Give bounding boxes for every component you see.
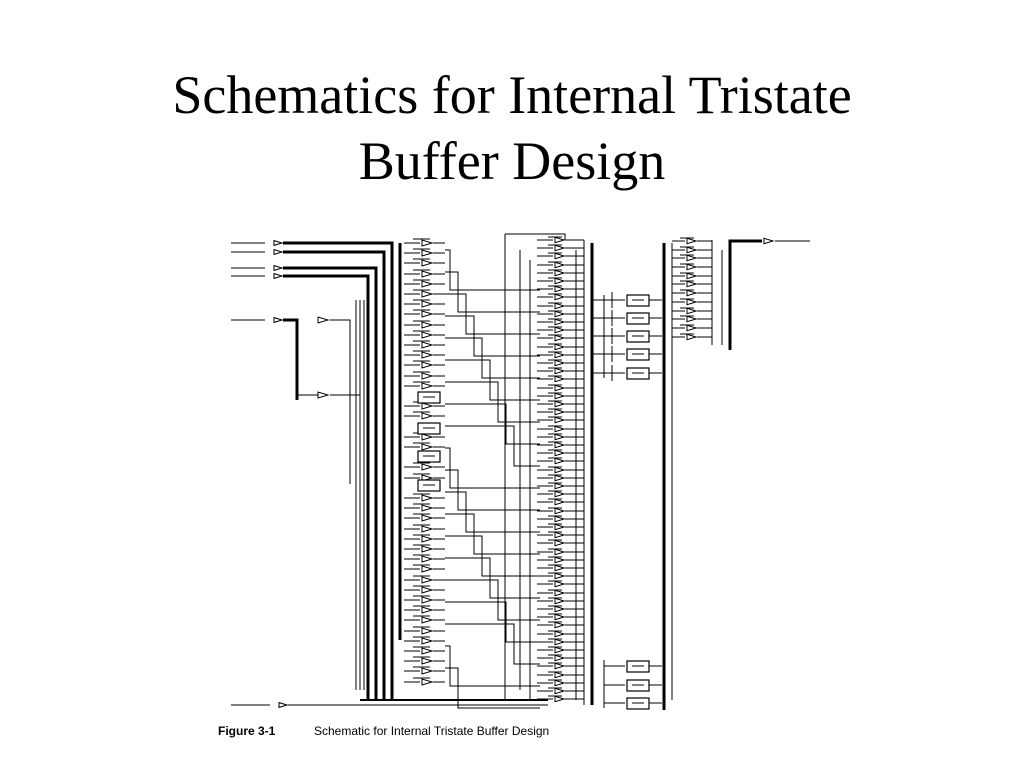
input-pad-buffer <box>274 318 282 323</box>
tristate-buffer-symbol <box>687 255 696 260</box>
tristate-buffer-symbol <box>555 680 564 685</box>
tristate-buffer-symbol <box>555 581 564 586</box>
figure-number: Figure 3-1 <box>218 724 276 738</box>
tristate-buffer-symbol <box>555 401 564 406</box>
routing-wire <box>445 624 540 664</box>
tristate-buffer-symbol <box>687 264 696 269</box>
tristate-buffer-symbol <box>555 360 564 365</box>
tristate-buffer-symbol <box>555 319 564 324</box>
tristate-buffer-symbol <box>555 540 564 545</box>
tristate-buffer-symbol <box>555 270 564 275</box>
tristate-buffer-symbol <box>555 278 564 283</box>
tristate-buffer-symbol <box>422 342 432 348</box>
tristate-buffer-symbol <box>422 587 432 593</box>
tristate-buffer-symbol <box>422 444 432 450</box>
tristate-buffer-symbol <box>555 549 564 554</box>
tristate-buffer-symbol <box>555 335 564 340</box>
tristate-buffer-symbol <box>422 638 432 644</box>
routing-wire <box>445 360 540 400</box>
routing-wire <box>445 448 540 488</box>
tristate-buffer-symbol <box>555 417 564 422</box>
tristate-buffer-symbol <box>555 385 564 390</box>
figure-caption-text: Schematic for Internal Tristate Buffer Design <box>314 724 550 738</box>
tristate-buffer-symbol <box>555 467 564 472</box>
tristate-buffer-symbol <box>422 271 432 277</box>
routing-wire <box>445 316 540 356</box>
tristate-buffer-symbol <box>422 617 432 623</box>
tristate-buffer-symbol <box>555 475 564 480</box>
tristate-buffer-symbol <box>555 352 564 357</box>
routing-wire <box>445 470 540 510</box>
tristate-buffer-symbol <box>422 546 432 552</box>
tristate-buffer-symbol <box>422 413 432 419</box>
tristate-buffer-symbol <box>555 458 564 463</box>
tristate-buffer-symbol <box>422 373 432 379</box>
routing-wire <box>445 338 540 378</box>
tristate-buffer-symbol <box>555 303 564 308</box>
output-buffer <box>764 238 773 243</box>
routing-wire <box>445 602 540 642</box>
routing-wire <box>445 514 540 554</box>
tristate-buffer-symbol <box>422 352 432 358</box>
tristate-buffer-symbol <box>555 491 564 496</box>
tristate-buffer-symbol <box>555 516 564 521</box>
tristate-buffer-symbol <box>422 362 432 368</box>
tristate-buffer-symbol <box>422 536 432 542</box>
tristate-buffer-symbol <box>555 499 564 504</box>
routing-wire <box>445 492 540 532</box>
tristate-buffer-symbol <box>687 290 696 295</box>
tristate-buffer-symbol <box>555 327 564 332</box>
tristate-buffer-symbol <box>555 262 564 267</box>
tristate-buffer-symbol <box>422 556 432 562</box>
tristate-buffer-symbol <box>555 696 564 701</box>
tristate-buffer-symbol <box>422 668 432 674</box>
tristate-buffer-symbol <box>555 647 564 652</box>
routing-wire <box>445 646 540 686</box>
control-buffer <box>318 392 328 398</box>
tristate-buffer-symbol <box>422 648 432 654</box>
slide-title-line-1: Schematics for Internal Tristate <box>172 65 852 125</box>
tristate-buffer-symbol <box>555 237 564 242</box>
slide-title-line-2: Buffer Design <box>358 131 666 191</box>
tristate-buffer-symbol <box>555 631 564 636</box>
tristate-buffer-symbol <box>422 434 432 440</box>
figure-caption <box>218 722 549 740</box>
tristate-buffer-symbol <box>422 607 432 613</box>
tristate-buffer-symbol <box>687 281 696 286</box>
tristate-buffer-symbol <box>422 260 432 266</box>
tristate-buffer-symbol <box>422 597 432 603</box>
tristate-buffer-symbol <box>422 577 432 583</box>
tristate-buffer-symbol <box>687 273 696 278</box>
tristate-buffer-symbol <box>687 238 696 243</box>
tristate-buffer-symbol <box>422 464 432 470</box>
input-pad-buffer <box>274 266 282 271</box>
routing-wire <box>445 382 540 422</box>
tristate-buffer-symbol <box>422 628 432 634</box>
control-buffer <box>318 317 328 323</box>
tristate-buffer-symbol <box>422 505 432 511</box>
tristate-buffer-symbol <box>422 679 432 685</box>
tristate-buffer-symbol <box>555 565 564 570</box>
routing-wire <box>445 250 540 290</box>
routing-wire <box>445 580 540 620</box>
tristate-buffer-symbol <box>422 301 432 307</box>
tristate-buffer-symbol <box>555 426 564 431</box>
tristate-buffer-symbol <box>422 383 432 389</box>
tristate-buffer-symbol <box>555 557 564 562</box>
tristate-buffer-symbol <box>555 483 564 488</box>
tristate-buffer-symbol <box>555 450 564 455</box>
heavy-bus <box>730 241 762 350</box>
input-pad-buffer <box>274 274 282 279</box>
routing-wire <box>445 536 540 576</box>
tristate-buffer-symbol <box>555 524 564 529</box>
input-pad-buffer <box>274 241 282 246</box>
tristate-buffer-symbol <box>555 368 564 373</box>
tristate-buffer-symbol <box>555 442 564 447</box>
tristate-buffer-symbol <box>555 655 564 660</box>
tristate-buffer-symbol <box>422 566 432 572</box>
routing-wire <box>445 272 540 312</box>
tristate-buffer-symbol <box>687 334 696 339</box>
tristate-buffer-symbol <box>555 672 564 677</box>
tristate-buffer-symbol <box>687 299 696 304</box>
tristate-buffer-symbol <box>422 311 432 317</box>
input-pad-buffer <box>279 703 287 708</box>
tristate-buffer-symbol <box>422 291 432 297</box>
tristate-buffer-symbol <box>422 322 432 328</box>
tristate-buffer-symbol <box>422 250 432 256</box>
tristate-buffer-symbol <box>422 658 432 664</box>
tristate-buffer-symbol <box>687 247 696 252</box>
tristate-buffer-symbol <box>555 253 564 258</box>
tristate-buffer-symbol <box>422 403 432 409</box>
tristate-buffer-symbol <box>555 639 564 644</box>
tristate-buffer-symbol <box>555 245 564 250</box>
tristate-buffer-symbol <box>555 573 564 578</box>
tristate-buffer-symbol <box>555 663 564 668</box>
tristate-buffer-symbol <box>687 316 696 321</box>
tristate-buffer-symbol <box>422 526 432 532</box>
tristate-buffer-symbol <box>422 281 432 287</box>
routing-wire <box>445 426 540 466</box>
tristate-buffer-symbol <box>422 495 432 501</box>
tristate-buffer-symbol <box>555 376 564 381</box>
tristate-buffer-symbol <box>422 332 432 338</box>
tristate-buffer-symbol <box>555 409 564 414</box>
tristate-buffer-symbol <box>555 294 564 299</box>
tristate-buffer-symbol <box>555 508 564 513</box>
tristate-buffer-symbol <box>555 606 564 611</box>
tristate-buffer-symbol <box>422 515 432 521</box>
tristate-buffer-symbol <box>687 308 696 313</box>
tristate-buffer-symbol <box>555 590 564 595</box>
tristate-buffer-symbol <box>555 311 564 316</box>
tristate-buffer-symbol <box>555 688 564 693</box>
tristate-buffer-symbol <box>555 622 564 627</box>
heavy-bus <box>283 320 297 400</box>
tristate-buffer-symbol <box>555 614 564 619</box>
wire <box>330 320 350 484</box>
routing-wire <box>445 294 540 334</box>
tristate-buffer-symbol <box>555 286 564 291</box>
routing-wire <box>445 558 540 598</box>
tristate-buffer-symbol <box>555 532 564 537</box>
tristate-buffer-symbol <box>555 344 564 349</box>
routing-wire <box>445 668 540 708</box>
tristate-buffer-symbol <box>555 393 564 398</box>
tristate-buffer-symbol <box>422 240 432 246</box>
routing-wire <box>445 404 540 444</box>
tristate-buffer-symbol <box>555 598 564 603</box>
input-pad-buffer <box>274 250 282 255</box>
tristate-buffer-symbol <box>687 325 696 330</box>
tristate-buffer-symbol <box>555 434 564 439</box>
